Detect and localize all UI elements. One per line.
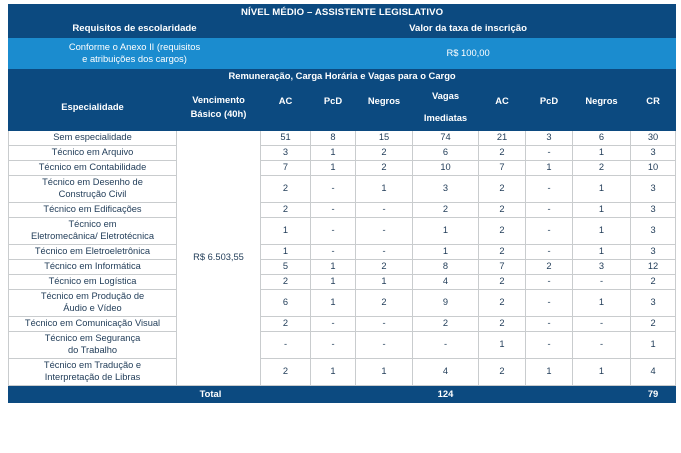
- cell-pcd-1: 8: [311, 131, 356, 146]
- cell-pcd-2: 2: [526, 260, 573, 275]
- row-especialidade-line: Técnico em Eletroeletrônica: [34, 246, 151, 257]
- cell-pcd-2: -: [526, 218, 573, 245]
- cell-ac-1: 1: [261, 245, 311, 260]
- table-row: [9, 146, 676, 161]
- table-row: [9, 290, 676, 317]
- requirements-header: Requisitos de escolaridade: [9, 22, 261, 38]
- row-especialidade-line: Interpretação de Libras: [44, 372, 141, 382]
- cell-negros-2: 1: [573, 176, 631, 203]
- row-especialidade-line: Técnico em Comunicação Visual: [24, 318, 161, 329]
- cell-pcd-2: -: [526, 290, 573, 317]
- cell-negros-2: -: [573, 275, 631, 290]
- cell-negros-2: 2: [573, 161, 631, 176]
- cell-pcd-1: -: [311, 332, 356, 359]
- row-especialidade-line: Eletromecânica/ Eletrotécnica: [31, 231, 154, 241]
- cell-vagas: 6: [413, 146, 479, 161]
- cell-ac-2: 2: [479, 203, 526, 218]
- cell-pcd-2: -: [526, 317, 573, 332]
- cell-ac-2: 2: [479, 275, 526, 290]
- row-especialidade: [9, 290, 177, 317]
- cell-negros-2: 1: [573, 218, 631, 245]
- col-header-cr-label: CR: [646, 95, 660, 106]
- cell-negros-2: -: [573, 317, 631, 332]
- cell-pcd-1: -: [311, 218, 356, 245]
- cell-pcd-1: 1: [311, 275, 356, 290]
- row-especialidade: [9, 359, 177, 386]
- col-header-vagas-line2: Imediatas: [423, 111, 468, 123]
- cell-ac-1: 5: [261, 260, 311, 275]
- col-header-especialidade: [9, 84, 177, 131]
- col-header-pcd-2-label: PcD: [539, 95, 559, 106]
- requirements-value-cell: [9, 38, 261, 69]
- cell-cr: 10: [631, 161, 676, 176]
- cell-negros-1: -: [356, 332, 413, 359]
- cell-pcd-2: -: [526, 275, 573, 290]
- cell-pcd-1: -: [311, 176, 356, 203]
- cell-cr: 3: [631, 176, 676, 203]
- col-header-negros-2-label: Negros: [585, 95, 618, 106]
- cell-pcd-1: -: [311, 203, 356, 218]
- cell-pcd-1: -: [311, 317, 356, 332]
- cell-cr: 2: [631, 275, 676, 290]
- col-header-especialidade-label: Especialidade: [61, 100, 124, 112]
- cell-cr: 3: [631, 203, 676, 218]
- col-header-vencimento: [177, 84, 261, 131]
- cell-negros-2: 1: [573, 359, 631, 386]
- col-header-negros-2: [573, 84, 631, 131]
- row-especialidade-line: Técnico em Produção de: [40, 291, 145, 302]
- row-especialidade-line: Técnico em: [68, 219, 117, 230]
- vagas-table-container: [8, 4, 675, 403]
- cell-negros-1: 15: [356, 131, 413, 146]
- col-header-pcd-2: [526, 84, 573, 131]
- row-especialidade-line: Técnico em Edificações: [43, 204, 142, 215]
- vagas-table: [8, 4, 676, 403]
- table-row: [9, 332, 676, 359]
- row-especialidade-line: Sem especialidade: [53, 132, 132, 143]
- cell-ac-2: 2: [479, 317, 526, 332]
- cell-vagas: 9: [413, 290, 479, 317]
- cell-pcd-1: 1: [311, 260, 356, 275]
- col-header-vagas-line1: Vagas: [431, 90, 460, 102]
- cell-vagas: 1: [413, 218, 479, 245]
- cell-ac-1: 2: [261, 359, 311, 386]
- row-especialidade-line: Técnico em Segurança: [44, 333, 141, 344]
- row-especialidade: [9, 203, 177, 218]
- cell-ac-2: 7: [479, 260, 526, 275]
- row-especialidade: [9, 218, 177, 245]
- col-header-ac-2: [479, 84, 526, 131]
- requirements-value-row: [9, 38, 676, 69]
- cell-negros-1: -: [356, 218, 413, 245]
- cell-pcd-1: -: [311, 245, 356, 260]
- table-row: [9, 176, 676, 203]
- cell-cr: 3: [631, 218, 676, 245]
- cell-ac-2: 2: [479, 146, 526, 161]
- cell-negros-2: 1: [573, 245, 631, 260]
- cell-negros-1: 1: [356, 275, 413, 290]
- total-label: Total: [9, 386, 413, 403]
- table-title-row: [9, 5, 676, 22]
- cell-cr: 3: [631, 290, 676, 317]
- fee-header: Valor da taxa de inscrição: [261, 22, 676, 38]
- cell-negros-1: 2: [356, 260, 413, 275]
- row-especialidade-line: Técnico em Arquivo: [51, 147, 134, 158]
- row-especialidade-line: Construção Civil: [58, 189, 127, 199]
- cell-pcd-2: -: [526, 203, 573, 218]
- requirements-value-line1: Conforme o Anexo II (requisitos: [68, 40, 201, 52]
- column-header-row: [9, 84, 676, 131]
- cell-negros-1: 2: [356, 161, 413, 176]
- cell-pcd-2: 1: [526, 161, 573, 176]
- cell-negros-2: 1: [573, 146, 631, 161]
- total-cr: 79: [631, 386, 676, 403]
- cell-vagas: 10: [413, 161, 479, 176]
- cell-ac-1: 1: [261, 218, 311, 245]
- row-especialidade: [9, 245, 177, 260]
- cell-ac-1: 7: [261, 161, 311, 176]
- cell-ac-1: 3: [261, 146, 311, 161]
- cell-negros-1: 2: [356, 146, 413, 161]
- table-row: [9, 161, 676, 176]
- cell-ac-2: 2: [479, 245, 526, 260]
- cell-ac-1: 51: [261, 131, 311, 146]
- cell-negros-2: 6: [573, 131, 631, 146]
- cell-ac-2: 2: [479, 218, 526, 245]
- cell-negros-1: 1: [356, 359, 413, 386]
- cell-ac-2: 21: [479, 131, 526, 146]
- cell-pcd-2: -: [526, 245, 573, 260]
- table-row: [9, 275, 676, 290]
- cell-ac-1: 2: [261, 275, 311, 290]
- row-especialidade-line: Áudio e Vídeo: [63, 303, 122, 313]
- cell-pcd-2: -: [526, 146, 573, 161]
- cell-pcd-1: 1: [311, 290, 356, 317]
- cell-negros-2: 1: [573, 290, 631, 317]
- col-header-negros-1: [356, 84, 413, 131]
- table-row: [9, 317, 676, 332]
- cell-negros-1: -: [356, 245, 413, 260]
- vencimento-basico-cell: R$ 6.503,55: [177, 131, 261, 386]
- cell-vagas: 2: [413, 203, 479, 218]
- cell-cr: 2: [631, 317, 676, 332]
- table-row: [9, 218, 676, 245]
- cell-negros-2: 1: [573, 203, 631, 218]
- table-row: [9, 260, 676, 275]
- fee-value: R$ 100,00: [261, 38, 676, 69]
- cell-vagas: 2: [413, 317, 479, 332]
- cell-ac-2: 7: [479, 161, 526, 176]
- cell-pcd-1: 1: [311, 161, 356, 176]
- cell-negros-1: -: [356, 317, 413, 332]
- cell-ac-1: 2: [261, 176, 311, 203]
- row-especialidade: [9, 332, 177, 359]
- total-vagas: 124: [413, 386, 479, 403]
- cell-negros-2: 3: [573, 260, 631, 275]
- row-especialidade: [9, 131, 177, 146]
- cell-ac-2: 1: [479, 332, 526, 359]
- row-especialidade-line: Técnico em Desenho de: [42, 177, 143, 188]
- col-header-pcd-1-label: PcD: [323, 95, 343, 106]
- col-header-negros-1-label: Negros: [367, 95, 401, 106]
- table-row: [9, 245, 676, 260]
- row-especialidade-line: do Trabalho: [67, 345, 118, 355]
- row-especialidade: [9, 146, 177, 161]
- remuneration-band: Remuneração, Carga Horária e Vagas para o Cargo: [9, 69, 676, 84]
- cell-ac-1: -: [261, 332, 311, 359]
- cell-negros-1: 2: [356, 290, 413, 317]
- row-especialidade-line: Técnico em Contabilidade: [38, 162, 147, 173]
- cell-cr: 30: [631, 131, 676, 146]
- cell-cr: 12: [631, 260, 676, 275]
- cell-ac-1: 2: [261, 317, 311, 332]
- cell-negros-1: 1: [356, 176, 413, 203]
- cell-pcd-1: 1: [311, 359, 356, 386]
- cell-cr: 4: [631, 359, 676, 386]
- cell-pcd-2: -: [526, 176, 573, 203]
- cell-ac-2: 2: [479, 176, 526, 203]
- total-filler: [479, 386, 631, 403]
- requirements-header-row: [9, 22, 676, 38]
- cell-vagas: 3: [413, 176, 479, 203]
- total-row: [9, 386, 676, 403]
- col-header-cr: [631, 84, 676, 131]
- cell-ac-2: 2: [479, 359, 526, 386]
- row-especialidade: [9, 275, 177, 290]
- col-header-ac-1-label: AC: [278, 95, 293, 106]
- table-row: [9, 131, 676, 146]
- cell-vagas: 1: [413, 245, 479, 260]
- cell-vagas: -: [413, 332, 479, 359]
- row-especialidade: [9, 176, 177, 203]
- row-especialidade-line: Técnico em Logística: [48, 276, 137, 287]
- col-header-pcd-1: [311, 84, 356, 131]
- row-especialidade-line: Técnico em Informática: [44, 261, 141, 272]
- cell-pcd-2: 1: [526, 359, 573, 386]
- col-header-vagas-imediatas: [413, 84, 479, 131]
- cell-cr: 3: [631, 146, 676, 161]
- row-especialidade: [9, 317, 177, 332]
- cell-vagas: 74: [413, 131, 479, 146]
- table-row: [9, 203, 676, 218]
- requirements-value-line2: e atribuições dos cargos): [82, 53, 187, 64]
- row-especialidade-line: Técnico em Tradução e: [43, 360, 142, 371]
- cell-pcd-1: 1: [311, 146, 356, 161]
- cell-vagas: 4: [413, 275, 479, 290]
- cell-cr: 3: [631, 245, 676, 260]
- cell-ac-2: 2: [479, 290, 526, 317]
- col-header-vencimento-line2: Básico (40h): [190, 107, 247, 119]
- cell-pcd-2: -: [526, 332, 573, 359]
- cell-vagas: 8: [413, 260, 479, 275]
- col-header-ac-2-label: AC: [495, 95, 509, 106]
- col-header-vencimento-line1: Vencimento: [192, 94, 245, 106]
- cell-negros-1: -: [356, 203, 413, 218]
- row-especialidade: [9, 161, 177, 176]
- cell-ac-1: 6: [261, 290, 311, 317]
- cell-vagas: 4: [413, 359, 479, 386]
- col-header-ac-1: [261, 84, 311, 131]
- cell-pcd-2: 3: [526, 131, 573, 146]
- row-especialidade: [9, 260, 177, 275]
- cell-cr: 1: [631, 332, 676, 359]
- cell-ac-1: 2: [261, 203, 311, 218]
- table-row: [9, 359, 676, 386]
- page-title: NÍVEL MÉDIO – ASSISTENTE LEGISLATIVO: [9, 5, 676, 22]
- remuneration-band-row: [9, 69, 676, 84]
- cell-negros-2: -: [573, 332, 631, 359]
